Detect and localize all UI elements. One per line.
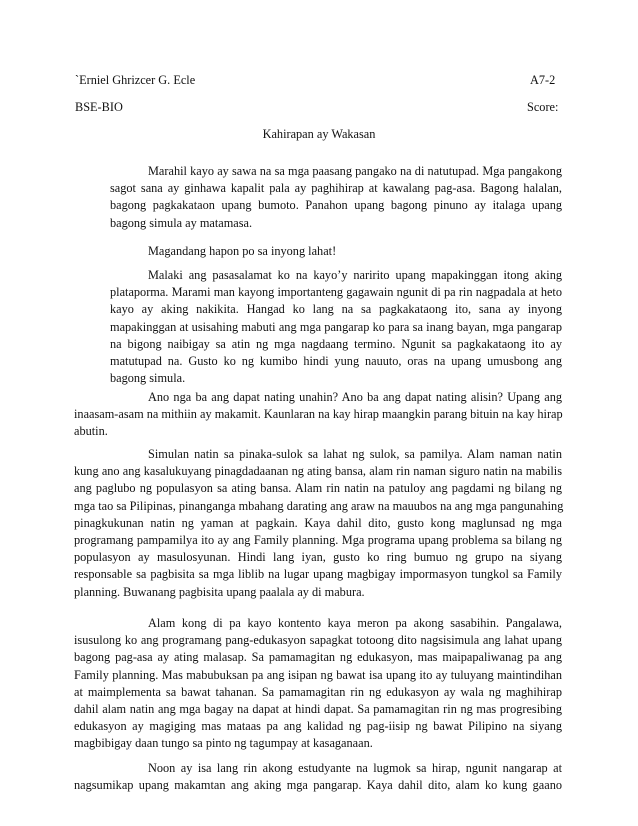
text-line: bagong simula. xyxy=(110,371,186,386)
text-line: Ano nga ba ang dapat nating unahin? Ano ba ang dapat nating alisin? Upang ang xyxy=(148,390,562,404)
text-line: Marahil kayo ay sawa na sa mga paasang pangako na di natutupad. Mga pangakong xyxy=(148,164,562,178)
text-line: Magandang hapon po sa inyong lahat! xyxy=(148,244,337,258)
paragraph-4 xyxy=(74,389,562,441)
text-line: nagsumikap upang makamtan ang aking mga pangarap. Kaya dahil dito, alam ko kung gaano xyxy=(74,778,562,793)
greeting xyxy=(110,243,562,260)
text-line: bagong pagkakataon upang bumoto. Panahon upang bagong pinuno ay italaga upang xyxy=(110,198,562,213)
text-line: populasyon ay masulosyunan. Hindi lang iyan, gusto ko ring bumuo ng grupo na siyang xyxy=(74,550,562,565)
course-label: BSE-BIO xyxy=(75,100,123,114)
text-line: kayo ay aking nakikita. Hangad ko lang na sa pagkakataong ito, sana ay inyong xyxy=(110,302,562,317)
text-line: inaasam-asam na mithiin ay makamit. Kaunlaran na kay hirap maangkin parang bituin na kay hirap xyxy=(74,407,563,422)
text-line: Alam kong di pa kayo kontento kaya meron pa akong sasabihin. Pangalawa, xyxy=(148,616,562,630)
author-name: `Erniel Ghrizcer G. Ecle xyxy=(75,73,196,87)
section-label: A7-2 xyxy=(530,73,556,87)
paragraph-7 xyxy=(74,760,562,794)
text-line: Noon ay isa lang rin akong estudyante na lugmok sa hirap, ngunit nangarap at xyxy=(148,761,562,775)
text-line: Malaki ang pasasalamat ko na kayo’y naririto upang mapakinggan itong aking xyxy=(148,268,562,282)
paragraph-5 xyxy=(74,446,562,601)
text-line: matutupad na. Gusto ko ng kumibo hindi yung nauuto, oras na upang umusbong ang xyxy=(110,354,562,369)
text-line: responsable sa pagbisita sa mga liblib na lugar upang magbigay impormasyon tungkol sa Family xyxy=(74,567,562,582)
text-line: edukasyon ay magiging mas mataas pa ang kalidad ng pag-iisip ng bawat Pilipino na siyang xyxy=(74,719,562,734)
text-line: ang paglubo ng populasyon sa ating bansa. Alam rin natin na patuloy ang pagdami ng bilang ng xyxy=(74,481,562,496)
paragraph-6 xyxy=(74,615,562,753)
text-line: programang pampamilya ito ay ang Family planning. Mga programa upang problema sa bilang ng xyxy=(74,533,562,548)
paragraph-3 xyxy=(110,267,562,387)
text-line: pinagkukunan natin ng yaman at pagkain. Kaya dahil dito, gusto kong maglunsad ng mga xyxy=(74,515,562,530)
text-line: sagot sana ay ginhawa kapalit pala ay paghihirap at kawalang pag-asa. Bagong halalan, xyxy=(110,181,562,196)
text-line: plataporma. Marami man kayong importanteng gagawain ngunit di pa rin nagpadala at heto xyxy=(110,285,562,300)
document-title: Kahirapan ay Wakasan xyxy=(262,127,376,141)
text-line: dahil alam natin ang mga bagay na dapat at hindi dapat. Sa pamamagitan rin ng mas progresibing xyxy=(74,702,562,717)
text-line: magbibigay daan tungo sa pinto ng tagumpay at kasaganaan. xyxy=(74,736,373,751)
score-label: Score: xyxy=(527,100,559,114)
text-line: mga tao sa Pilipinas, pinanganga mbahang darating ang araw na mauubos na ang mga pangunahing xyxy=(74,498,564,513)
text-line: planning. Buwanang pagbisita upang paalala ay di mabura. xyxy=(74,584,365,599)
text-line: bagong simula ay matamasa. xyxy=(110,215,253,230)
text-line: at maimplementa sa bawat tahanan. Sa pamamagitan rin ng edukasyon ay wala ng maghihirap xyxy=(74,684,562,699)
text-line: Simulan natin sa pinaka-sulok sa lahat ng sulok, sa pamilya. Alam naman natin xyxy=(148,447,562,461)
text-line: mapakinggan at usisahing mabuti ang mga pangarap ko para sa inang bayan, mga pangarap xyxy=(110,319,562,334)
text-line: bagong pag-asa ay ating malasap. Sa pamamagitan ng edukasyon, mas maipapaliwanag pa ang xyxy=(74,650,562,665)
text-line: isusulong ko ang programang pang-edukasyon sapagkat totoong dito nagsisimula ang lahat upang xyxy=(74,633,562,648)
text-line: Family planning. Mas mabubuksan pa ang isipan ng bawat isa upang ito ay tuluyang maintindihan xyxy=(74,667,562,682)
text-line: abutin. xyxy=(74,424,108,439)
paragraph-1 xyxy=(110,163,562,232)
text-line: na bigong naibigay sa atin ng mga nagdaang termino. Ngunit sa pagkakataong ito ay xyxy=(110,336,562,351)
text-line: kung ano ang kasalukuyang pinagdadaanan ng ating bansa, alam rin naman siguro natin na mabilis xyxy=(74,464,562,479)
